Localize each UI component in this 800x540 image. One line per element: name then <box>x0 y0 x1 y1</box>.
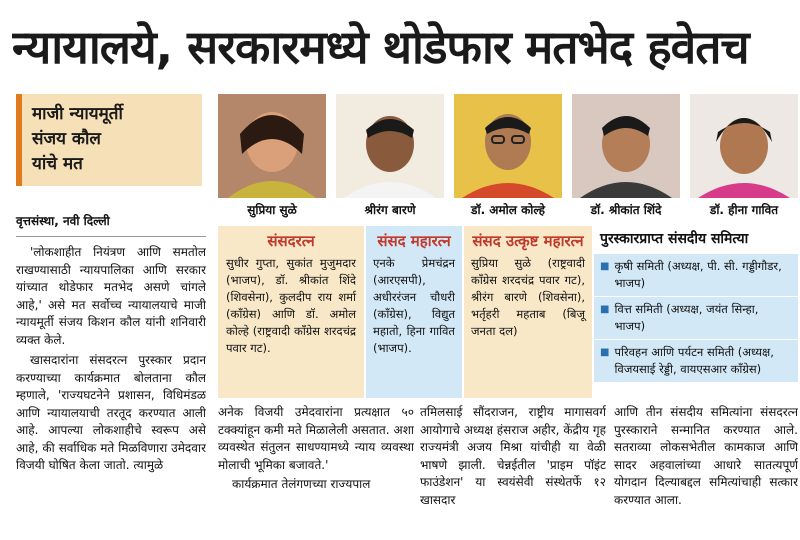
committee-text: परिवहन आणि पर्यटन समिती (अध्यक्ष, विजयसाई रेड्डी, वायएसआर काँग्रेस) <box>614 345 774 376</box>
article-column-1 <box>16 244 206 536</box>
paragraph: खासदारांना संसदरत्न पुरस्कार प्रदान करण्याच्या कार्यक्रमात बोलताना कौल म्हणाले, 'राज्यघटनेने प्रशासन, विधिमंडळ आणि न्यायालयाची तरतूद करण्यात आली आहे. आपल्या लोकशाहीचे स्वरूप असे आहे, की सर्वाधिक मते मिळविणारा उमेदवार विजयी घोषित केला जातो. त्यामुळे <box>16 353 206 472</box>
portrait-image <box>336 94 444 198</box>
dateline: वृत्तसंस्था, नवी दिल्ली <box>16 214 110 228</box>
photo-heena-gavit <box>690 94 798 224</box>
committee-text: कृषी समिती (अध्यक्ष, पी. सी. गड्डीगौडर, भाजप) <box>614 259 782 290</box>
divider <box>16 236 206 237</box>
photo-caption: डॉ. हीना गावित <box>709 203 779 217</box>
box-title: संसद महारत्न <box>377 232 451 250</box>
photo-shrirang-barne <box>336 94 444 224</box>
box-body: एनके प्रेमचंद्रन (आरएसपी), अधीररंजन चौधरी (काँग्रेस), विद्युत महातो, हिना गावित (भाजप). <box>373 256 455 355</box>
committee-text: वित्त समिती (अध्यक्ष, जयंत सिन्हा, भाजप) <box>614 302 759 333</box>
committee-item <box>594 253 798 296</box>
headline: न्यायालये, सरकारमध्ये थोडेफार मतभेद हवेतच <box>12 20 749 74</box>
article-column-3 <box>420 404 606 536</box>
paragraph: तमिलसाई सौंदराजन, राष्ट्रीय मागासवर्ग आयोगाचे अध्यक्ष हंसराज अहीर, केंद्रीय गृह राज्यमंत्री अजय मिश्रा यांचीही या वेळी भाषणे झाली. चेन्नईतील 'प्राइम पॉइंट फाउंडेशन' या स्वयंसेवी संस्थेतर्फे १२ खासदार <box>420 405 606 507</box>
photo-amol-kolhe <box>454 94 562 224</box>
box-title: संसद उत्कृष्ट महारत्न <box>472 232 584 250</box>
article-column-2 <box>218 404 414 536</box>
box-body: सुप्रिया सुळे (राष्ट्रवादी काँग्रेस शरदचंद्र पवार गट), श्रीरंग बारणे (शिवसेना), भर्तृहरी महताब (बिजू जनता दल) <box>471 256 585 338</box>
photo-caption: डॉ. श्रीकांत शिंदे <box>590 203 662 217</box>
photo-supriya-sule <box>218 94 326 224</box>
kicker-line-3: यांचे मत <box>32 154 83 174</box>
committees-box <box>594 226 798 398</box>
paragraph: कार्यक्रमात तेलंगणच्या राज्यपाल <box>232 477 371 491</box>
maharatna-box <box>366 226 462 398</box>
kicker-box <box>16 94 202 186</box>
portrait-image <box>218 94 326 198</box>
paragraph: 'लोकशाहीत नियंत्रण आणि समतोल राखण्यासाठी न्यायपालिका आणि सरकार यांच्यात थोडेफार मतभेद असणे चांगले आहे,' असे मत सर्वोच्च न्यायालयाचे माजी न्यायमूर्ती संजय किशन कौल यांनी शनिवारी व्यक्त केले. <box>16 245 206 347</box>
committee-item <box>594 339 798 382</box>
article-column-4 <box>614 404 798 536</box>
utkrusht-maharatna-box <box>464 226 592 398</box>
paragraph: अनेक विजयी उमेदवारांना प्रत्यक्षात ५० टक्क्यांहून कमी मते मिळालेली असतात. अशा व्यवस्थेत संतुलन साधण्यामध्ये न्याय व्यवस्था मोलाची भूमिका बजावते.' <box>218 405 414 472</box>
paragraph: आणि तीन संसदीय समित्यांना संसदरत्न पुरस्काराने सन्मानित करण्यात आले. सतराव्या लोकसभेतील कामकाज आणि सादर अहवालांच्या आधारे सातत्यपूर्ण योगदान दिल्याबद्दल समित्यांचाही सत्कार करण्यात आला. <box>614 405 798 507</box>
photo-shrikant-shinde <box>572 94 680 224</box>
kicker-line-2: संजय कौल <box>32 129 101 149</box>
kicker-line-1: माजी न्यायमूर्ती <box>32 104 123 124</box>
photo-caption: श्रीरंग बारणे <box>364 203 416 217</box>
committee-item <box>594 296 798 339</box>
photo-caption: डॉ. अमोल कोल्हे <box>471 203 545 217</box>
box-body: सुधीर गुप्ता, सुकांत मुजुमदार (भाजप), डॉ. श्रीकांत शिंदे (शिवसेना), कुलदीप राय शर्मा (काँग्रेस) आणि डॉ. अमोल कोल्हे (राष्ट्रवादी काँग्रेस शरदचंद्र पवार गट). <box>226 256 356 355</box>
sansadratna-box <box>218 226 364 398</box>
portrait-image <box>454 94 562 198</box>
portrait-image <box>690 94 798 198</box>
photo-caption: सुप्रिया सुळे <box>247 203 297 217</box>
box-title: संसदरत्न <box>267 232 315 250</box>
portrait-image <box>572 94 680 198</box>
photo-strip <box>218 94 798 224</box>
bullet-icon: ■ <box>600 304 610 315</box>
box-title: पुरस्कारप्राप्त संसदीय समित्या <box>600 231 749 247</box>
bullet-icon: ■ <box>600 261 610 272</box>
bullet-icon: ■ <box>600 347 610 358</box>
